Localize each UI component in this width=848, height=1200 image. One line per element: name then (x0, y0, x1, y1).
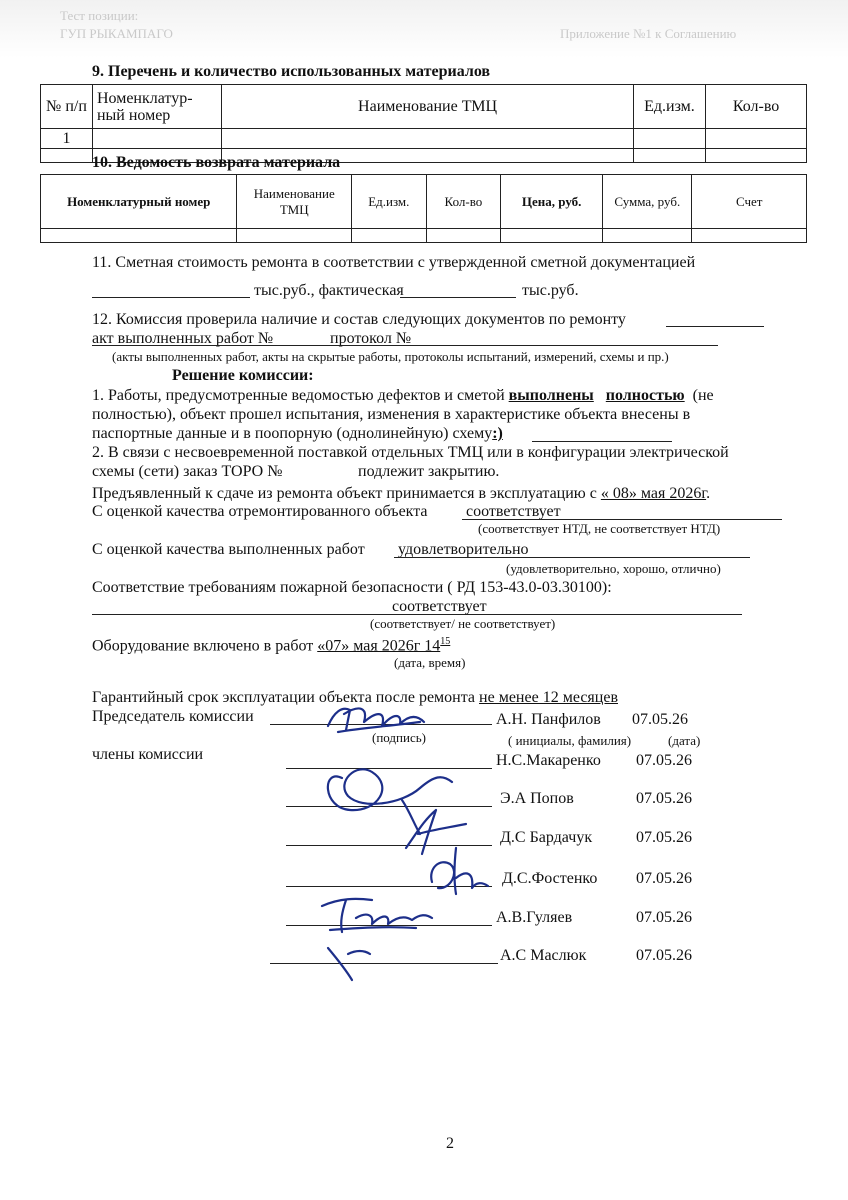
member-date: 07.05.26 (636, 829, 692, 846)
warranty-line: Гарантийный срок эксплуатации объекта после ремонта не менее 12 месяцев (92, 689, 618, 706)
col-sum: Сумма, руб. (603, 175, 692, 229)
decision-p2-line2a: схемы (сети) заказ ТОРО № (92, 463, 283, 480)
signature-caption: (подпись) (372, 730, 426, 745)
quality-work-note: (удовлетворительно, хорошо, отлично) (506, 561, 721, 576)
member-date: 07.05.26 (636, 870, 692, 887)
actual-blank (400, 297, 516, 298)
return-table (40, 174, 807, 243)
table-row (41, 229, 807, 243)
fire-safety-label: Соответствие требованиям пожарной безопасности ( РД 153-43.0-03.30100): (92, 579, 612, 596)
signature-chair (320, 692, 430, 742)
fire-safety-underline (92, 614, 742, 615)
col-price: Цена, руб. (501, 175, 603, 229)
cell-qty (706, 129, 807, 149)
col-nomenclature: Номенклатур-ный номер (92, 85, 221, 129)
equipment-included: Оборудование включено в работ «07» мая 2026г $14^{15}$ (92, 636, 451, 655)
quality-object-value: соответствует (466, 503, 561, 520)
decision-p1-line1: 1. Работы, предусмотренные ведомостью дефектов и сметой выполнены полностью (не (92, 387, 714, 404)
member-name: Н.С.Макаренко (496, 752, 601, 769)
col-num: № п/п (41, 85, 93, 129)
section-12-protocol: протокол № (330, 330, 412, 347)
acceptance-line: Предъявленный к сдаче из ремонта объект принимается в эксплуатацию с « 08» мая 2026г. (92, 485, 711, 502)
member-date: 07.05.26 (636, 790, 692, 807)
cell-nomenclature (92, 129, 221, 149)
member-name: Д.С Бардачук (500, 829, 593, 846)
bleed-left-2: ГУП РЫКАМПАГО (60, 26, 173, 41)
decision-p1-line3: паспортные данные и в поопорную (однолинейную) схему:) (92, 425, 503, 442)
section-12-note: (акты выполненных работ, акты на скрытые работы, протоколы испытаний, измерений, схемы и пр.) (112, 349, 669, 364)
col-nomenclature: Номенклатурный номер (41, 175, 237, 229)
estimate-blank (92, 297, 250, 298)
quality-object-underline (462, 519, 782, 520)
signature-member-5 (318, 936, 378, 986)
scheme-blank (532, 441, 672, 442)
quality-object-label: С оценкой качества отремонтированного объекта (92, 503, 428, 520)
section-12-act: акт выполненных работ № (92, 330, 274, 347)
return-header-row (41, 175, 807, 229)
member-date: 07.05.26 (636, 947, 692, 964)
decision-title: Решение комиссии: (172, 367, 314, 384)
table-row (41, 129, 807, 149)
member-name: Д.С.Фостенко (502, 870, 598, 887)
col-unit: Ед.изм. (633, 85, 705, 129)
member-sign-line (270, 963, 498, 964)
quality-work-value: удовлетворительно (398, 541, 529, 558)
col-name: Наименование ТМЦ (237, 175, 352, 229)
date-caption: (дата) (668, 733, 701, 748)
section-11-end: тыс.руб. (522, 282, 579, 299)
equipment-note: (дата, время) (394, 655, 466, 670)
section-11-line1: 11. Сметная стоимость ремонта в соответствии с утвержденной сметной документацией (92, 254, 696, 271)
fire-safety-note: (соответствует/ не соответствует) (370, 616, 556, 631)
chair-name: А.Н. Панфилов (496, 711, 601, 728)
chair-label: Председатель комиссии (92, 708, 254, 725)
documents-blank (666, 326, 764, 327)
member-name: А.С Маслюк (500, 947, 587, 964)
section-9-title: 9. Перечень и количество использованных материалов (92, 63, 491, 80)
quality-work-label: С оценкой качества выполненных работ (92, 541, 365, 558)
col-unit: Ед.изм. (352, 175, 427, 229)
documents-underline (92, 345, 718, 346)
member-name: А.В.Гуляев (496, 909, 573, 926)
col-name: Наименование ТМЦ (222, 85, 634, 129)
decision-p1-line2: полностью), объект прошел испытания, изменения в характеристике объекта внесены в (92, 406, 691, 423)
signature-member-4 (316, 888, 436, 938)
decision-p2-line2b: подлежит закрытию. (358, 463, 500, 480)
decision-p2-line1: 2. В связи с несвоевременной поставкой отдельных ТМЦ или в конфигурации электрической (92, 444, 729, 461)
page-number: 2 (446, 1135, 454, 1152)
member-name: Э.А Попов (500, 790, 574, 807)
section-10-title: 10. Ведомость возврата материала (92, 154, 341, 171)
quality-object-note: (соответствует НТД, не соответствует НТД) (478, 521, 721, 536)
materials-table (40, 84, 807, 163)
fire-safety-value: соответствует (392, 598, 487, 615)
section-11-mid: тыс.руб., фактическая (254, 282, 404, 299)
col-account: Счет (692, 175, 807, 229)
member-date: 07.05.26 (636, 752, 692, 769)
bleed-left: Тест позиции: (60, 8, 139, 23)
col-qty: Кол-во (426, 175, 501, 229)
materials-header-row (41, 85, 807, 129)
cell-name (222, 129, 634, 149)
cell-unit (633, 129, 705, 149)
name-caption: ( инициалы, фамилия) (508, 733, 632, 748)
members-label: члены комиссии (92, 746, 204, 763)
col-qty: Кол-во (706, 85, 807, 129)
bleed-right: Приложение №1 к Соглашению (560, 26, 737, 41)
member-date: 07.05.26 (636, 909, 692, 926)
section-12-line1: 12. Комиссия проверила наличие и состав следующих документов по ремонту (92, 311, 626, 328)
chair-date: 07.05.26 (632, 711, 688, 728)
cell-num: 1 (41, 129, 93, 149)
quality-work-underline (394, 557, 750, 558)
